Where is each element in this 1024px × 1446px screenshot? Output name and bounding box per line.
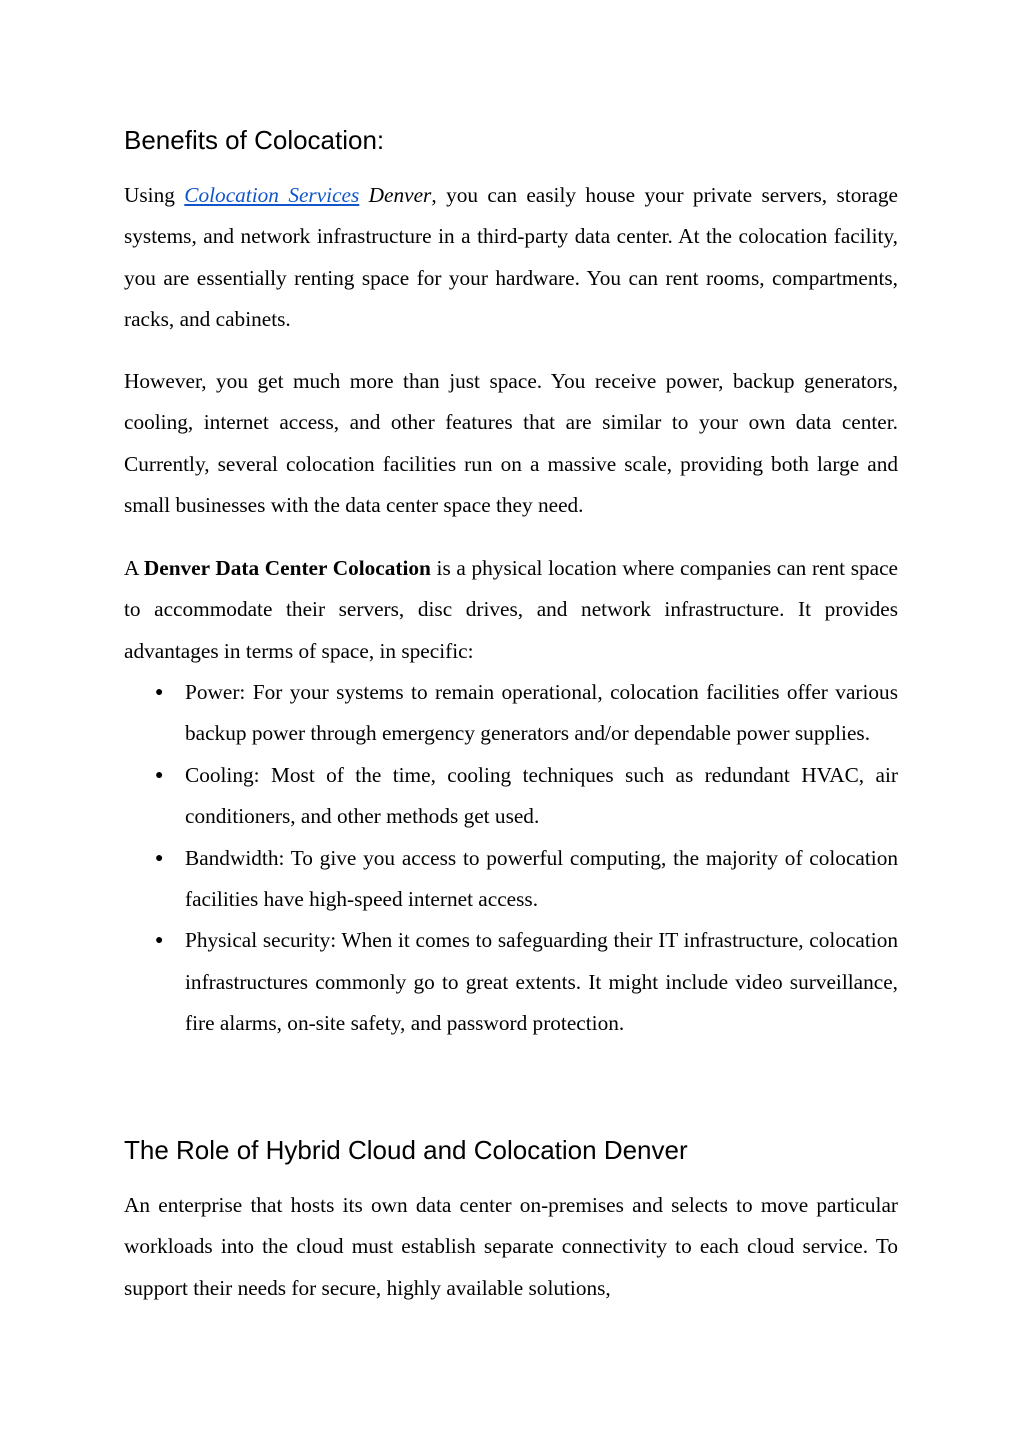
list-item-cooling (124, 755, 898, 838)
paragraph-text: , you can easily house your private servers, storage systems, and network infrastructure in a third-party data center. At the colocation facility, you are essentially renting space for your hardware. You can rent rooms, compartments, racks, and cabinets. (124, 183, 898, 332)
paragraph-bold-term: Denver Data Center Colocation (143, 556, 431, 580)
bullet-icon: ● (155, 685, 164, 700)
list-item-text: Power: For your systems to remain operational, colocation facilities offer various backup power through emergency generators and/or dependable power supplies. (185, 680, 898, 746)
section-heading-benefits: Benefits of Colocation: (124, 125, 385, 155)
paragraph-however: However, you get much more than just space. You receive power, backup generators, cooling, internet access, and other features that are similar to your own data center. Currently, several colocation facilities run on a massive scale, providing both large and small businesses with the data center space they need. (124, 369, 898, 518)
benefits-bullet-list (124, 672, 898, 1045)
section-heading-hybrid-cloud: The Role of Hybrid Cloud and Colocation Denver (124, 1135, 688, 1165)
paragraph-text: is a physical location where companies can rent space to accommodate their servers, disc drives, and network infrastructure. It provides advantages in terms of space, in specific: (124, 556, 899, 663)
list-item-text: Bandwidth: To give you access to powerful computing, the majority of colocation facilities have high-speed internet access. (185, 845, 898, 912)
colocation-services-link[interactable]: Colocation Services (184, 183, 360, 207)
paragraph-enterprise: An enterprise that hosts its own data center on-premises and selects to move particular workloads into the cloud must establish separate connectivity to each cloud service. To support their needs for secure, highly available solutions, (124, 1193, 898, 1300)
bullet-icon: ● (155, 933, 164, 949)
bullet-icon: ● (155, 850, 164, 866)
paragraph-text: A (124, 556, 144, 580)
paragraph-using-colocation (124, 175, 898, 341)
list-item-text: Cooling: Most of the time, cooling techniques such as redundant HVAC, air conditioners, and other methods get used. (185, 762, 898, 829)
bullet-icon: ● (155, 767, 164, 783)
list-item-bandwidth (124, 838, 898, 921)
paragraph-italic-text: Denver (359, 183, 432, 207)
paragraph-denver-data-center (124, 548, 898, 672)
paragraph-text: Using (124, 183, 185, 207)
list-item-physical-security (124, 920, 898, 1044)
list-item-text: Physical security: When it comes to safeguarding their IT infrastructure, colocation infrastructures commonly go to great extents. It might include video surveillance, fire alarms, on-site safety, and password protection. (185, 928, 898, 1036)
list-item-power (124, 672, 898, 755)
